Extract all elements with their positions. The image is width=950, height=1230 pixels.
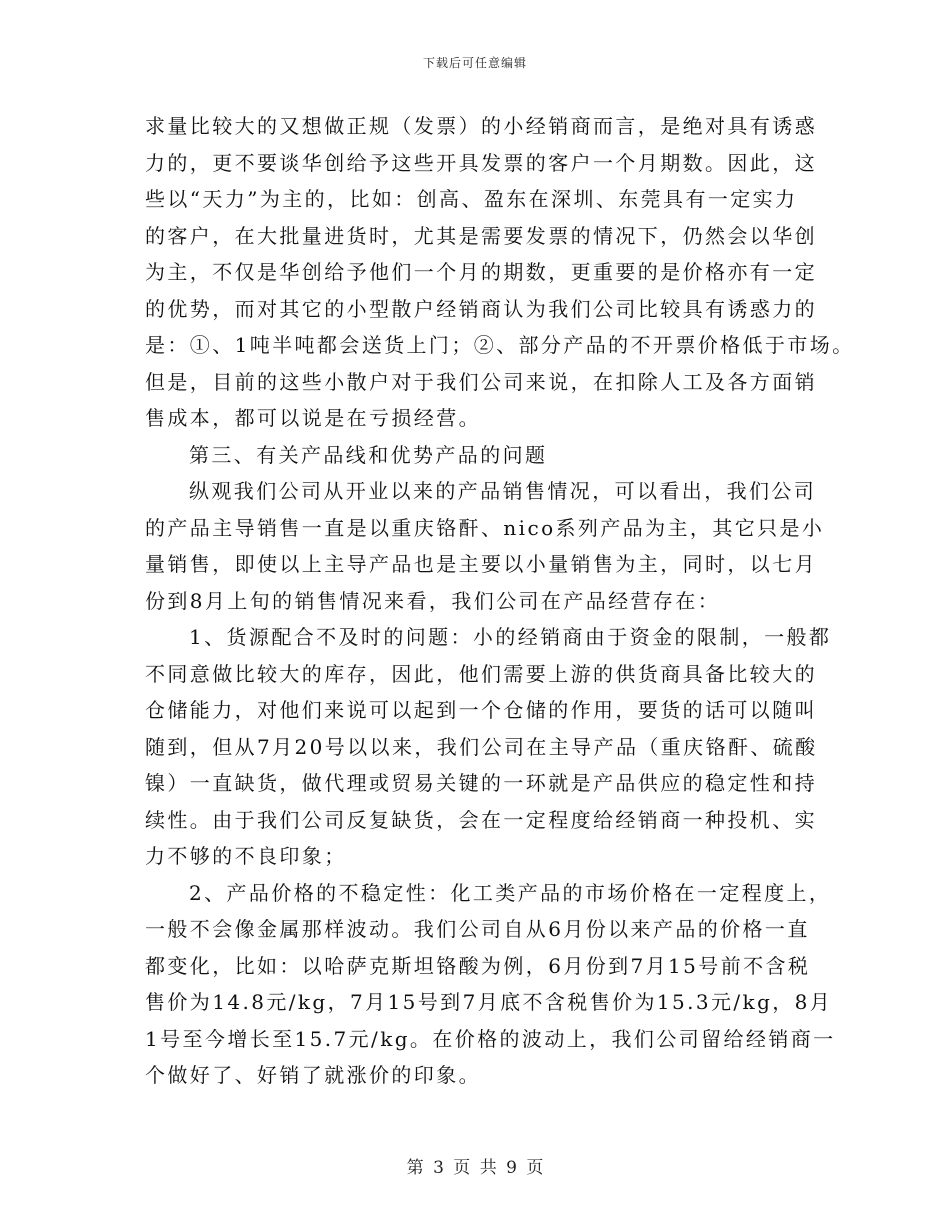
text-line: 售成本，都可以说是在亏损经营。 — [145, 406, 481, 430]
text-line: 力的，更不要谈华创给予这些开具发票的客户一个月期数。因此，这 — [145, 150, 817, 175]
text-line: 些以“天力”为主的，比如：创高、盈东在深圳、东莞具有一定实力 — [145, 187, 798, 211]
text-line: 求量比较大的又想做正规（发票）的小经销商而言，是绝对具有诱惑 — [145, 114, 817, 138]
text-line: 不同意做比较大的库存，因此，他们需要上游的供货商具备比较大的 — [145, 661, 817, 686]
text-line: 的优势，而对其它的小型散户经销商认为我们公司比较具有诱惑力的 — [145, 296, 817, 321]
text-line: 是：①、1吨半吨都会送货上门；②、部分产品的不开票价格低于市场。 — [145, 333, 855, 357]
text-line: 1号至今增长至15.7元/kg。在价格的波动上，我们公司留给经销商一 — [145, 1026, 836, 1051]
text-line: 都变化，比如：以哈萨克斯坦铬酸为例，6月份到7月15号前不含税 — [145, 953, 811, 978]
text-line: 量销售，即使以上主导产品也是主要以小量销售为主，同时，以七月 — [145, 552, 817, 576]
page-footer: 第 3 页 共 9 页 — [406, 1158, 544, 1178]
text-line: 售价为14.8元/kg，7月15号到7月底不含税售价为15.3元/kg，8月 — [145, 990, 833, 1014]
text-line: 但是，目前的这些小散户对于我们公司来说，在扣除人工及各方面销 — [145, 369, 817, 394]
text-line: 随到，但从7月20号以以来，我们公司在主导产品（重庆铬酐、硫酸 — [145, 734, 818, 759]
text-line: 个做好了、好销了就涨价的印象。 — [145, 1063, 481, 1087]
text-line: 纵观我们公司从开业以来的产品销售情况，可以看出，我们公司 — [189, 479, 817, 503]
text-line: 为主，不仅是华创给予他们一个月的期数，更重要的是价格亦有一定 — [145, 260, 817, 284]
section-heading: 第三、有关产品线和优势产品的问题 — [189, 442, 548, 467]
text-line: 续性。由于我们公司反复缺货，会在一定程度给经销商一种投机、实 — [145, 807, 817, 832]
page-header: 下载后可任意编辑 — [422, 56, 527, 70]
text-line: 的客户，在大批量进货时，尤其是需要发票的情况下，仍然会以华创 — [145, 223, 817, 248]
document-body — [145, 108, 855, 1094]
text-line: 份到8月上旬的销售情况来看，我们公司在产品经营存在： — [145, 588, 721, 613]
text-line: 镍）一直缺货，做代理或贸易关键的一环就是产品供应的稳定性和持 — [145, 771, 817, 795]
text-line: 仓储能力，对他们来说可以起到一个仓储的作用，要货的话可以随叫 — [145, 698, 817, 722]
text-line: 1、货源配合不及时的问题：小的经销商由于资金的限制，一般都 — [189, 625, 832, 649]
text-line: 力不够的不良印象； — [145, 844, 347, 868]
text-line: 2、产品价格的不稳定性：化工类产品的市场价格在一定程度上， — [189, 880, 832, 905]
text-line: 一般不会像金属那样波动。我们公司自从6月份以来产品的价格一直 — [145, 917, 810, 941]
text-line: 的产品主导销售一直是以重庆铬酐、nico系列产品为主，其它只是小 — [145, 515, 825, 540]
